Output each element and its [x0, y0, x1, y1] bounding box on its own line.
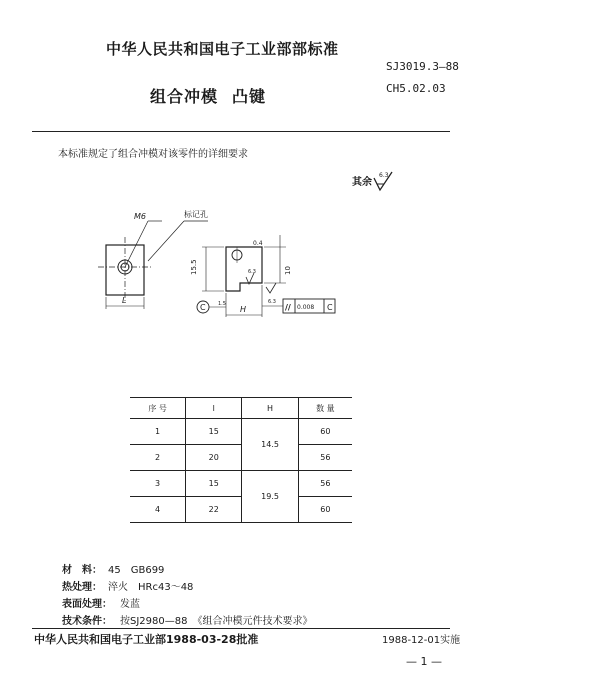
- cell-h-group: 14.5: [242, 419, 298, 471]
- tolerance-symbol: //: [285, 303, 291, 312]
- title-part: 凸键: [232, 87, 267, 106]
- col-header-qty: 数 量: [298, 398, 352, 419]
- spec-value: 淬火 HRc43～48: [108, 582, 194, 593]
- cell-l: 22: [186, 497, 242, 523]
- cell-l: 15: [186, 419, 242, 445]
- dim-10: 10: [284, 266, 292, 275]
- cell-no: 3: [130, 471, 186, 497]
- datum-label: C: [200, 303, 206, 312]
- spec-label: 表面处理：: [62, 599, 112, 610]
- spec-label: 材 料：: [62, 565, 102, 576]
- dim-0-4: 0.4: [253, 240, 263, 247]
- standard-number: SJ3019.3—88: [386, 60, 459, 73]
- cell-qty: 60: [298, 497, 352, 523]
- spec-value: 按SJ2980—88 《组合冲模元件技术要求》: [120, 616, 313, 627]
- size-table: [130, 397, 352, 523]
- part-drawing: [90, 205, 360, 330]
- roughness-value: 6.3: [379, 172, 389, 179]
- roughness-label: 其余: [352, 177, 372, 188]
- dim-H: H: [240, 305, 247, 314]
- cell-l: 15: [186, 471, 242, 497]
- col-header-h: H: [242, 398, 298, 419]
- page-number: — 1 —: [406, 655, 442, 668]
- scope-statement: 本标准规定了组合冲模对该零件的详细要求: [58, 149, 248, 160]
- cell-no: 4: [130, 497, 186, 523]
- cell-qty: 56: [298, 445, 352, 471]
- cell-qty: 60: [298, 419, 352, 445]
- dim-15-5: 15.5: [190, 259, 198, 275]
- cell-l: 20: [186, 445, 242, 471]
- roughness-symbol: [370, 170, 400, 196]
- title-main: 组合冲模: [150, 87, 219, 106]
- approval-statement: 中华人民共和国电子工业部1988-03-28批准: [34, 633, 259, 646]
- roughness-6-3-a: 6.3: [248, 269, 256, 275]
- tolerance-value: 0.008: [297, 304, 315, 311]
- document-title: [150, 84, 266, 107]
- roughness-6-3-b: 6.3: [268, 299, 276, 305]
- ch-number: CH5.02.03: [386, 82, 446, 95]
- spec-technical-conditions: [62, 612, 312, 627]
- spec-value: 45 GB699: [108, 565, 165, 576]
- col-header-no: 序 号: [130, 398, 186, 419]
- cell-qty: 56: [298, 471, 352, 497]
- table-row: [130, 471, 352, 497]
- spec-value: 发蓝: [120, 599, 140, 610]
- cell-no: 2: [130, 445, 186, 471]
- spec-material: [62, 561, 164, 576]
- issuing-organization: 中华人民共和国电子工业部部标准: [106, 40, 339, 58]
- footer-rule: [32, 628, 450, 629]
- side-view-outline: [226, 247, 262, 291]
- table-row: [130, 497, 352, 523]
- cell-h-group: 19.5: [242, 471, 298, 523]
- dim-1-5: 1.5: [218, 301, 226, 307]
- spec-label: 技术条件：: [62, 616, 112, 627]
- table-row: [130, 419, 352, 445]
- tolerance-datum: C: [327, 303, 333, 312]
- spec-label: 热处理：: [62, 582, 102, 593]
- table-row: [130, 445, 352, 471]
- cell-no: 1: [130, 419, 186, 445]
- header-rule: [32, 131, 450, 132]
- dim-L: L: [122, 296, 127, 305]
- spec-surface-treatment: [62, 595, 140, 610]
- m6-label: M6: [134, 212, 146, 221]
- mark-hole-label: 标记孔: [184, 210, 208, 219]
- spec-heat-treatment: [62, 578, 193, 593]
- implementation-date: 1988-12-01实施: [382, 635, 461, 646]
- col-header-l: l: [186, 398, 242, 419]
